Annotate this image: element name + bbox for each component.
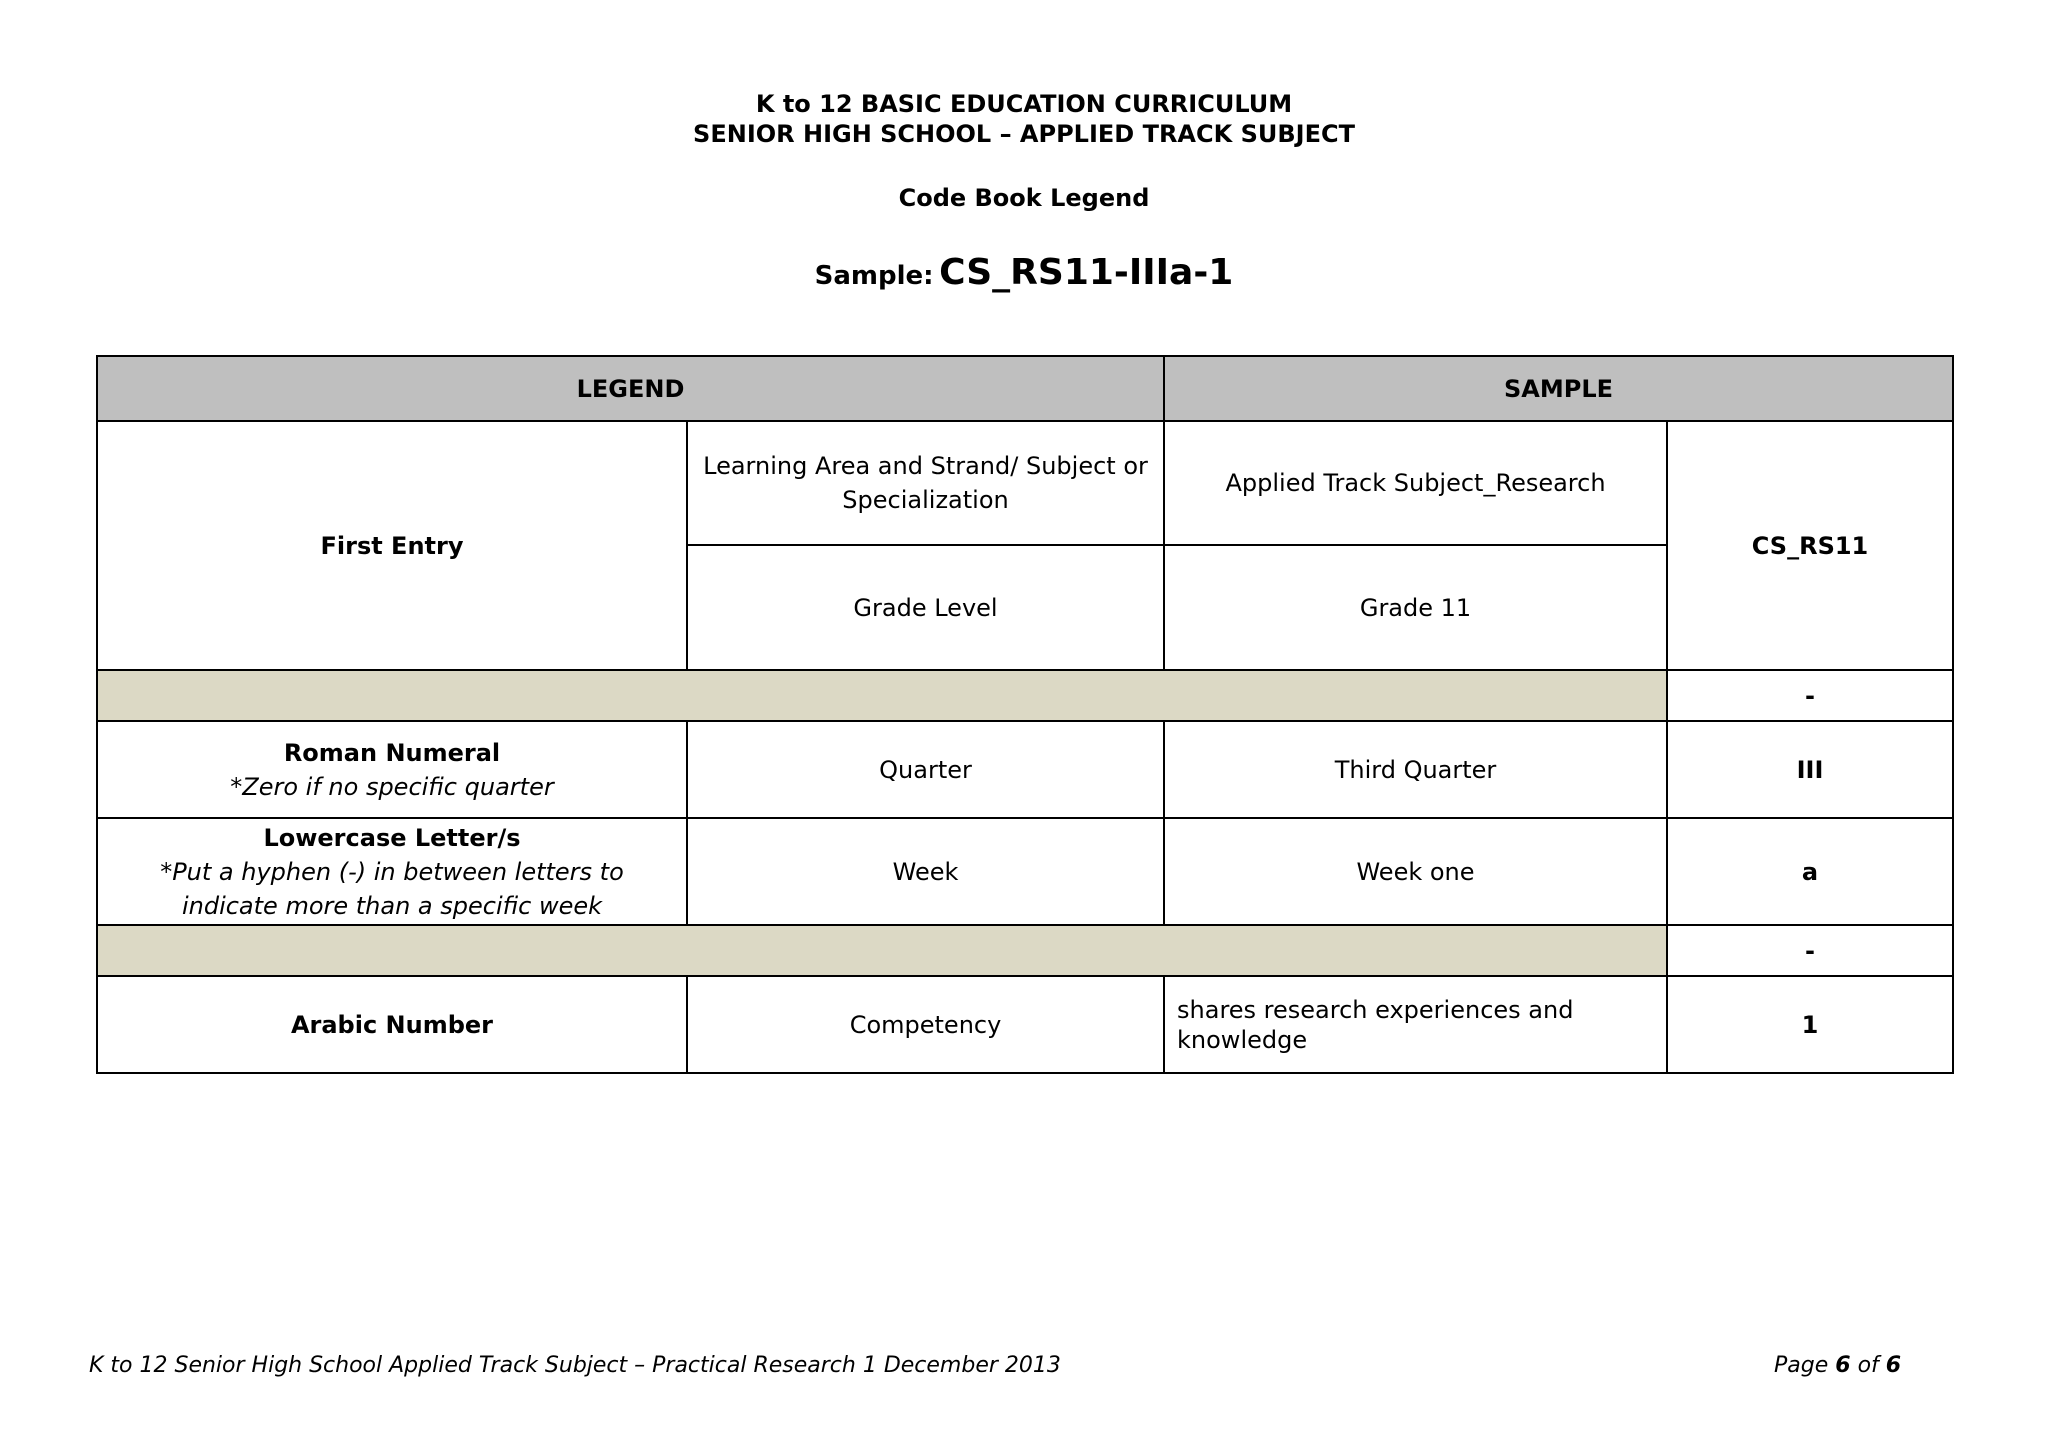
lowercase-letter-sample: Week one: [1164, 818, 1667, 925]
arabic-number-sample: shares research experiences and knowledge: [1164, 976, 1667, 1073]
footer-of-word: of: [1857, 1353, 1879, 1378]
arabic-number-legend: Competency: [687, 976, 1164, 1073]
legend-header: LEGEND: [97, 356, 1164, 421]
footer-page-total: 6: [1885, 1353, 1902, 1378]
table-row: [97, 818, 1953, 925]
roman-numeral-code: III: [1667, 721, 1953, 818]
footer-page-current: 6: [1835, 1353, 1851, 1378]
roman-numeral-legend: Quarter: [687, 721, 1164, 818]
first-entry-sample-2: Grade 11: [1164, 545, 1667, 670]
subtitle: Code Book Legend: [898, 184, 1150, 212]
lowercase-letter-note: *Put a hyphen (-) in between letters to indicate more than a specific week: [160, 857, 624, 920]
first-entry-legend-2: Grade Level: [687, 545, 1164, 670]
first-entry-label: First Entry: [97, 421, 687, 670]
table-row: [97, 421, 1953, 545]
sample-line: [0, 250, 2048, 302]
roman-numeral-note: *Zero if no specific quarter: [230, 772, 554, 801]
sample-label: Sample:: [814, 261, 934, 291]
title-line-2: SENIOR HIGH SCHOOL – APPLIED TRACK SUBJECT: [693, 120, 1355, 148]
lowercase-letter-code: a: [1667, 818, 1953, 925]
roman-numeral-sample: Third Quarter: [1164, 721, 1667, 818]
table-row: [97, 721, 1953, 818]
separator-cell: [97, 925, 1667, 976]
separator-row: [97, 670, 1953, 721]
first-entry-sample-1: Applied Track Subject_Research: [1164, 421, 1667, 545]
footer-page-number: [1774, 1352, 1901, 1380]
footer-document-title: K to 12 Senior High School Applied Track Subject – Practical Research 1 December 2013: [89, 1353, 1061, 1378]
arabic-number-label: Arabic Number: [97, 976, 687, 1073]
table-header-row: [97, 356, 1953, 421]
lowercase-letter-cell: [97, 818, 687, 925]
arabic-number-code: 1: [1667, 976, 1953, 1073]
separator-code: -: [1667, 925, 1953, 976]
table-row: [97, 976, 1953, 1073]
separator-cell: [97, 670, 1667, 721]
footer-page-word: Page: [1774, 1353, 1829, 1378]
separator-code: -: [1667, 670, 1953, 721]
roman-numeral-label: Roman Numeral: [283, 738, 501, 767]
first-entry-legend-1: Learning Area and Strand/ Subject or Specialization: [687, 421, 1164, 545]
separator-row: [97, 925, 1953, 976]
title-line-1: K to 12 BASIC EDUCATION CURRICULUM: [755, 90, 1293, 118]
roman-numeral-cell: [97, 721, 687, 818]
first-entry-code: CS_RS11: [1667, 421, 1953, 670]
code-book-legend-table: [96, 355, 1954, 1074]
lowercase-letter-label: Lowercase Letter/s: [263, 823, 521, 852]
sample-code: CS_RS11-IIIa-1: [939, 252, 1234, 293]
lowercase-letter-legend: Week: [687, 818, 1164, 925]
sample-header: SAMPLE: [1164, 356, 1953, 421]
